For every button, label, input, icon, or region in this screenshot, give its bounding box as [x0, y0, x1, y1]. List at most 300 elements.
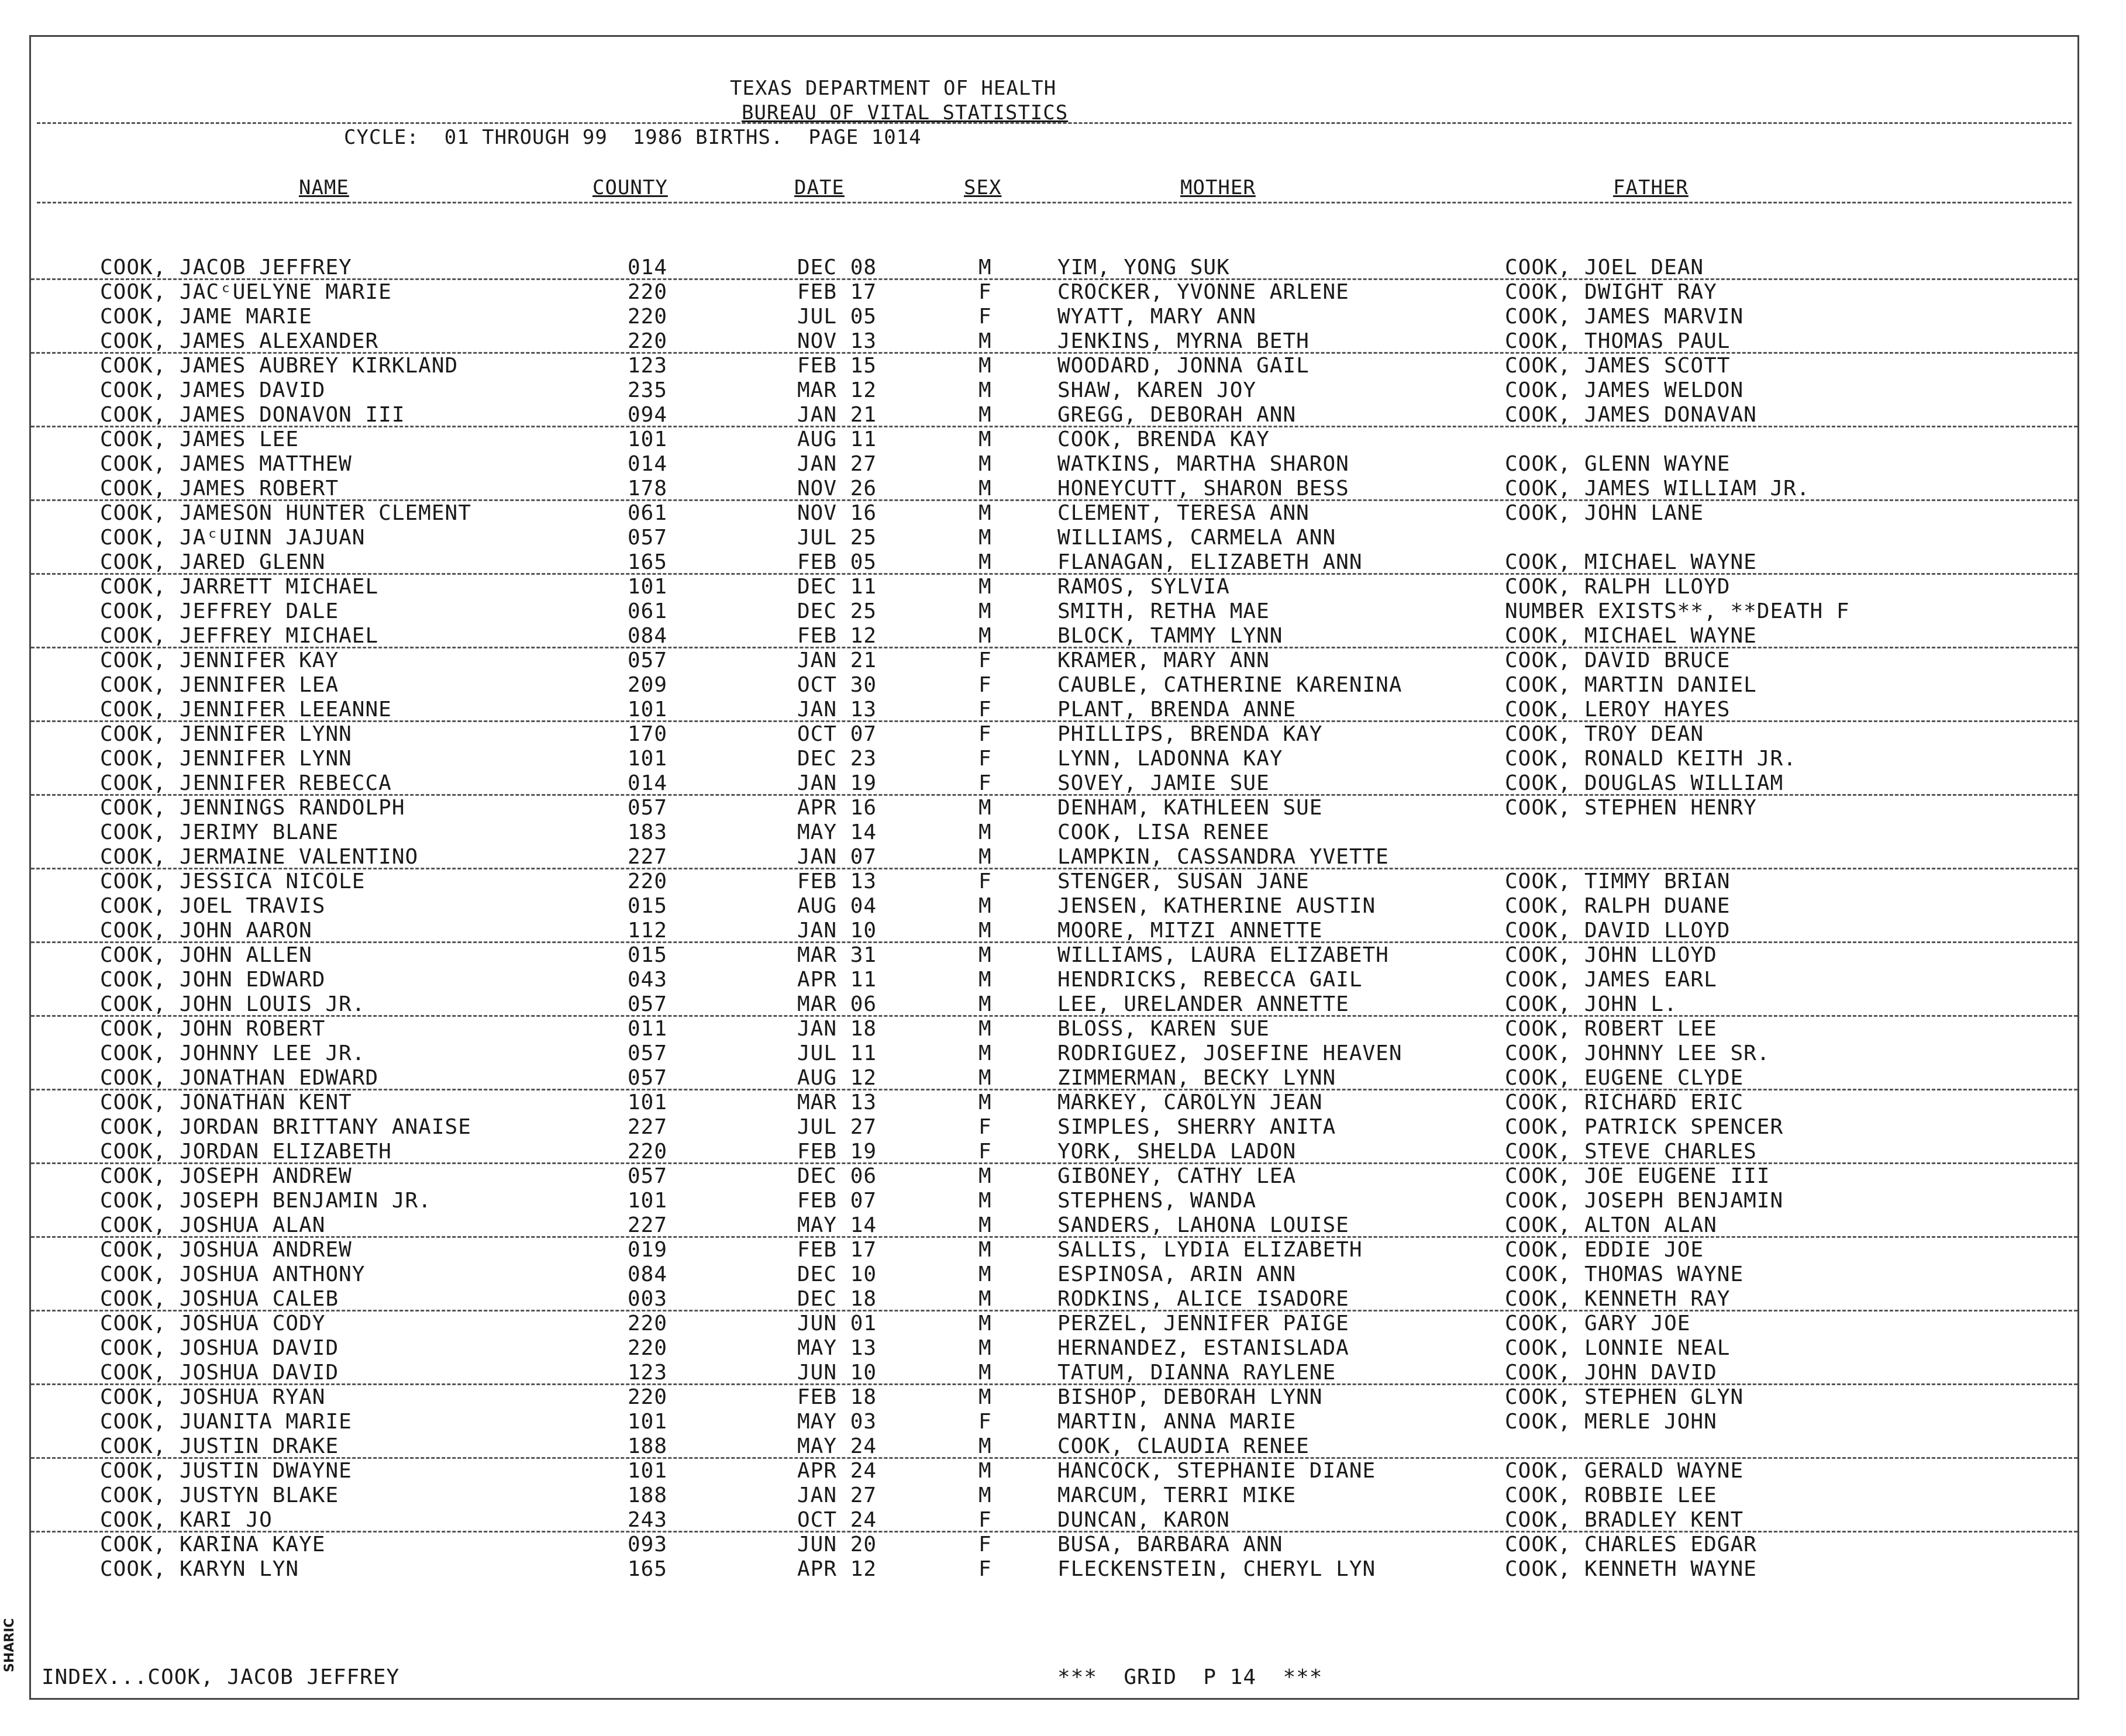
- cell-sex: M: [978, 1238, 992, 1262]
- cell-mother: BISHOP, DEBORAH LYNN: [1057, 1385, 1323, 1409]
- cell-name: COOK, JOEL TRAVIS: [100, 894, 326, 918]
- cell-date: DEC 08: [797, 256, 877, 279]
- cell-father: COOK, JOSEPH BENJAMIN: [1505, 1189, 1784, 1213]
- cell-father: COOK, KENNETH RAY: [1505, 1287, 1731, 1311]
- cell-name: COOK, JORDAN BRITTANY ANAISE: [100, 1115, 471, 1139]
- cell-father: COOK, JOEL DEAN: [1505, 256, 1704, 279]
- cell-name: COOK, JENNIFER LEA: [100, 673, 339, 697]
- cell-mother: PHILLIPS, BRENDA KAY: [1057, 722, 1323, 746]
- cell-name: COOK, JEFFREY DALE: [100, 599, 339, 623]
- cell-date: DEC 11: [797, 575, 877, 599]
- cell-county: 227: [628, 845, 668, 869]
- cell-father: COOK, MICHAEL WAYNE: [1505, 550, 1757, 574]
- cell-county: 220: [628, 329, 668, 353]
- cell-sex: M: [978, 1483, 992, 1507]
- cell-sex: F: [978, 1410, 992, 1434]
- cell-county: 057: [628, 1066, 668, 1090]
- cell-sex: F: [978, 1115, 992, 1139]
- table-row: [31, 1164, 2077, 1189]
- cell-name: COOK, JOSHUA DAVID: [100, 1336, 339, 1360]
- table-row: [31, 1115, 2077, 1140]
- table-row: [31, 1066, 2077, 1090]
- cell-sex: F: [978, 673, 992, 697]
- cell-mother: BLOCK, TAMMY LYNN: [1057, 624, 1283, 648]
- cell-mother: MOORE, MITZI ANNETTE: [1057, 919, 1323, 943]
- cell-county: 094: [628, 403, 668, 427]
- cell-father: NUMBER EXISTS**, **DEATH F: [1505, 599, 1850, 623]
- cell-county: 220: [628, 280, 668, 304]
- cell-date: JUL 05: [797, 305, 877, 329]
- cell-mother: ZIMMERMAN, BECKY LYNN: [1057, 1066, 1336, 1090]
- table-row: [31, 1533, 2077, 1557]
- cell-name: COOK, JACᶜUELYNE MARIE: [100, 280, 392, 304]
- cell-county: 220: [628, 869, 668, 893]
- table-row: [31, 1361, 2077, 1385]
- table-row: [31, 968, 2077, 992]
- cell-county: 165: [628, 550, 668, 574]
- cell-sex: M: [978, 1434, 992, 1458]
- table-row: [31, 1090, 2077, 1115]
- cell-county: 188: [628, 1483, 668, 1507]
- cell-father: COOK, TIMMY BRIAN: [1505, 869, 1731, 893]
- cell-sex: M: [978, 1312, 992, 1335]
- cell-name: COOK, JENNIFER REBECCA: [100, 771, 392, 795]
- footer-grid-label: *** GRID P 14 ***: [1057, 1665, 1323, 1689]
- cell-date: OCT 30: [797, 673, 877, 697]
- table-row: [31, 403, 2077, 427]
- cell-mother: BUSA, BARBARA ANN: [1057, 1533, 1283, 1556]
- table-row: [31, 1189, 2077, 1213]
- cell-sex: F: [978, 722, 992, 746]
- cell-sex: M: [978, 575, 992, 599]
- cell-sex: M: [978, 452, 992, 476]
- table-row: [31, 1213, 2077, 1238]
- cell-mother: HERNANDEZ, ESTANISLADA: [1057, 1336, 1349, 1360]
- cell-county: 043: [628, 968, 668, 992]
- cell-county: 220: [628, 1385, 668, 1409]
- cell-date: DEC 25: [797, 599, 877, 623]
- cell-date: JAN 21: [797, 648, 877, 672]
- cell-father: COOK, ROBBIE LEE: [1505, 1483, 1717, 1507]
- cell-mother: SHAW, KAREN JOY: [1057, 378, 1257, 402]
- table-row: [31, 747, 2077, 771]
- cell-name: COOK, JENNIFER KAY: [100, 648, 339, 672]
- cell-father: COOK, THOMAS WAYNE: [1505, 1262, 1744, 1286]
- cell-father: COOK, KENNETH WAYNE: [1505, 1557, 1757, 1581]
- table-row: [31, 575, 2077, 599]
- cell-county: 057: [628, 796, 668, 820]
- cell-date: FEB 18: [797, 1385, 877, 1409]
- table-row: [31, 477, 2077, 501]
- cell-county: 057: [628, 526, 668, 550]
- cell-date: JAN 21: [797, 403, 877, 427]
- cell-date: MAR 13: [797, 1090, 877, 1114]
- cell-father: COOK, PATRICK SPENCER: [1505, 1115, 1784, 1139]
- cell-date: DEC 18: [797, 1287, 877, 1311]
- cell-sex: M: [978, 378, 992, 402]
- table-row: [31, 1312, 2077, 1336]
- cell-mother: PERZEL, JENNIFER PAIGE: [1057, 1312, 1349, 1335]
- cell-date: MAR 31: [797, 943, 877, 967]
- cell-name: COOK, JUSTIN DRAKE: [100, 1434, 339, 1458]
- cell-county: 112: [628, 919, 668, 943]
- cell-mother: GIBONEY, CATHY LEA: [1057, 1164, 1297, 1188]
- cell-date: JAN 10: [797, 919, 877, 943]
- cell-name: COOK, JOSHUA CODY: [100, 1312, 326, 1335]
- cell-sex: F: [978, 1557, 992, 1581]
- cell-date: FEB 19: [797, 1140, 877, 1164]
- table-row: [31, 1483, 2077, 1508]
- cell-father: COOK, JOHNNY LEE SR.: [1505, 1041, 1770, 1065]
- cell-date: JUN 10: [797, 1361, 877, 1385]
- cell-father: COOK, CHARLES EDGAR: [1505, 1533, 1757, 1556]
- cell-mother: RODRIGUEZ, JOSEFINE HEAVEN: [1057, 1041, 1403, 1065]
- table-row: [31, 820, 2077, 845]
- cell-county: 220: [628, 1312, 668, 1335]
- cell-name: COOK, JOHN ALLEN: [100, 943, 312, 967]
- cell-father: COOK, RONALD KEITH JR.: [1505, 747, 1797, 771]
- footer-index: INDEX...COOK, JACOB JEFFREY: [42, 1665, 400, 1689]
- table-row: [31, 1336, 2077, 1361]
- table-row: [31, 1262, 2077, 1287]
- cell-sex: M: [978, 256, 992, 279]
- cell-sex: M: [978, 968, 992, 992]
- cell-date: JAN 19: [797, 771, 877, 795]
- cell-county: 188: [628, 1434, 668, 1458]
- cell-sex: M: [978, 599, 992, 623]
- cell-name: COOK, JAMES LEE: [100, 427, 299, 451]
- cell-county: 101: [628, 698, 668, 722]
- cell-name: COOK, KARYN LYN: [100, 1557, 299, 1581]
- cell-sex: M: [978, 1287, 992, 1311]
- cell-county: 220: [628, 1140, 668, 1164]
- cell-mother: COOK, BRENDA KAY: [1057, 427, 1270, 451]
- table-row: [31, 673, 2077, 698]
- cell-mother: CLEMENT, TERESA ANN: [1057, 501, 1310, 525]
- cell-sex: M: [978, 1164, 992, 1188]
- cell-date: FEB 05: [797, 550, 877, 574]
- cell-sex: F: [978, 305, 992, 329]
- cell-sex: M: [978, 845, 992, 869]
- cell-name: COOK, JENNIFER LYNN: [100, 722, 352, 746]
- cell-date: AUG 04: [797, 894, 877, 918]
- cell-father: COOK, JOHN LANE: [1505, 501, 1704, 525]
- cell-sex: M: [978, 427, 992, 451]
- cell-father: COOK, EUGENE CLYDE: [1505, 1066, 1744, 1090]
- cell-father: COOK, RALPH LLOYD: [1505, 575, 1731, 599]
- cell-county: 101: [628, 1459, 668, 1483]
- cell-county: 084: [628, 624, 668, 648]
- cell-name: COOK, JARED GLENN: [100, 550, 326, 574]
- table-row: [31, 1238, 2077, 1262]
- cell-mother: LYNN, LADONNA KAY: [1057, 747, 1283, 771]
- cell-county: 220: [628, 1336, 668, 1360]
- document-page: [29, 35, 2079, 1700]
- cell-name: COOK, JESSICA NICOLE: [100, 869, 366, 893]
- cell-father: COOK, MARTIN DANIEL: [1505, 673, 1757, 697]
- cell-sex: M: [978, 943, 992, 967]
- cell-date: NOV 26: [797, 477, 877, 501]
- cell-county: 183: [628, 820, 668, 844]
- cell-mother: STENGER, SUSAN JANE: [1057, 869, 1310, 893]
- cell-sex: M: [978, 1066, 992, 1090]
- cell-name: COOK, JEFFREY MICHAEL: [100, 624, 379, 648]
- cell-sex: M: [978, 329, 992, 353]
- cell-sex: M: [978, 796, 992, 820]
- table-row: [31, 1041, 2077, 1066]
- cell-county: 227: [628, 1213, 668, 1237]
- cell-sex: M: [978, 894, 992, 918]
- table-row: [31, 354, 2077, 378]
- cell-name: COOK, JERMAINE VALENTINO: [100, 845, 419, 869]
- cell-mother: COOK, LISA RENEE: [1057, 820, 1270, 844]
- cell-father: COOK, ROBERT LEE: [1505, 1017, 1717, 1041]
- cell-father: COOK, DAVID LLOYD: [1505, 919, 1731, 943]
- cell-sex: M: [978, 1189, 992, 1213]
- cell-sex: M: [978, 1361, 992, 1385]
- table-row: [31, 624, 2077, 648]
- cell-county: 178: [628, 477, 668, 501]
- cycle-line: CYCLE: 01 THROUGH 99 1986 BIRTHS. PAGE 1014: [344, 126, 922, 149]
- cell-name: COOK, JOHN LOUIS JR.: [100, 992, 366, 1016]
- cell-county: 014: [628, 771, 668, 795]
- column-header-mother: MOTHER: [1180, 176, 1256, 199]
- cell-father: COOK, MICHAEL WAYNE: [1505, 624, 1757, 648]
- cell-sex: M: [978, 501, 992, 525]
- cell-date: DEC 06: [797, 1164, 877, 1188]
- cell-sex: F: [978, 869, 992, 893]
- cell-name: COOK, JORDAN ELIZABETH: [100, 1140, 392, 1164]
- cell-father: COOK, BRADLEY KENT: [1505, 1508, 1744, 1532]
- cell-sex: F: [978, 747, 992, 771]
- cell-father: COOK, LONNIE NEAL: [1505, 1336, 1731, 1360]
- cell-name: COOK, JOSEPH BENJAMIN JR.: [100, 1189, 432, 1213]
- cell-date: JAN 13: [797, 698, 877, 722]
- cell-mother: LEE, URELANDER ANNETTE: [1057, 992, 1349, 1016]
- cell-name: COOK, JAMES ROBERT: [100, 477, 339, 501]
- cell-date: JUN 20: [797, 1533, 877, 1556]
- table-row: [31, 378, 2077, 403]
- table-row: [31, 1508, 2077, 1533]
- table-row: [31, 845, 2077, 869]
- cell-name: COOK, KARINA KAYE: [100, 1533, 326, 1556]
- cell-date: JAN 27: [797, 452, 877, 476]
- cell-date: AUG 12: [797, 1066, 877, 1090]
- cell-mother: SALLIS, LYDIA ELIZABETH: [1057, 1238, 1363, 1262]
- cell-county: 014: [628, 256, 668, 279]
- cell-mother: LAMPKIN, CASSANDRA YVETTE: [1057, 845, 1389, 869]
- cell-date: APR 12: [797, 1557, 877, 1581]
- cell-father: COOK, JAMES SCOTT: [1505, 354, 1731, 378]
- cell-date: APR 24: [797, 1459, 877, 1483]
- cell-date: MAR 12: [797, 378, 877, 402]
- cell-date: FEB 12: [797, 624, 877, 648]
- cell-date: JUL 27: [797, 1115, 877, 1139]
- cell-mother: SMITH, RETHA MAE: [1057, 599, 1270, 623]
- cell-county: 093: [628, 1533, 668, 1556]
- cell-county: 235: [628, 378, 668, 402]
- cell-mother: MARKEY, CAROLYN JEAN: [1057, 1090, 1323, 1114]
- cell-father: COOK, STEPHEN HENRY: [1505, 796, 1757, 820]
- cell-sex: M: [978, 354, 992, 378]
- cell-name: COOK, JOSHUA DAVID: [100, 1361, 339, 1385]
- cell-name: COOK, JOSHUA CALEB: [100, 1287, 339, 1311]
- cell-name: COOK, JENNIFER LEEANNE: [100, 698, 392, 722]
- cell-date: JAN 07: [797, 845, 877, 869]
- bureau-title: BUREAU OF VITAL STATISTICS: [742, 101, 1069, 125]
- cell-name: COOK, JOSHUA ANTHONY: [100, 1262, 366, 1286]
- cell-father: COOK, JOE EUGENE III: [1505, 1164, 1770, 1188]
- cell-sex: M: [978, 624, 992, 648]
- cell-county: 123: [628, 354, 668, 378]
- table-row: [31, 256, 2077, 280]
- table-row: [31, 1140, 2077, 1164]
- cell-mother: WOODARD, JONNA GAIL: [1057, 354, 1310, 378]
- cell-name: COOK, JENNINGS RANDOLPH: [100, 796, 405, 820]
- cell-father: COOK, JOHN LLOYD: [1505, 943, 1717, 967]
- cell-mother: DENHAM, KATHLEEN SUE: [1057, 796, 1323, 820]
- cell-sex: F: [978, 771, 992, 795]
- cell-county: 057: [628, 992, 668, 1016]
- cell-sex: M: [978, 1213, 992, 1237]
- cell-date: JAN 18: [797, 1017, 877, 1041]
- cell-mother: SOVEY, JAMIE SUE: [1057, 771, 1270, 795]
- cell-father: COOK, JAMES EARL: [1505, 968, 1717, 992]
- cell-county: 057: [628, 1041, 668, 1065]
- cell-father: COOK, GERALD WAYNE: [1505, 1459, 1744, 1483]
- table-row: [31, 280, 2077, 305]
- cell-county: 220: [628, 305, 668, 329]
- cell-date: JUN 01: [797, 1312, 877, 1335]
- cell-county: 019: [628, 1238, 668, 1262]
- cell-name: COOK, JOSHUA ANDREW: [100, 1238, 352, 1262]
- cell-sex: M: [978, 550, 992, 574]
- cell-county: 061: [628, 599, 668, 623]
- cell-name: COOK, JOHN AARON: [100, 919, 312, 943]
- cell-date: JAN 27: [797, 1483, 877, 1507]
- cell-county: 014: [628, 452, 668, 476]
- table-row: [31, 869, 2077, 894]
- cell-county: 003: [628, 1287, 668, 1311]
- cell-date: MAY 14: [797, 1213, 877, 1237]
- cell-sex: M: [978, 919, 992, 943]
- cell-date: MAY 13: [797, 1336, 877, 1360]
- cell-date: DEC 23: [797, 747, 877, 771]
- table-row: [31, 771, 2077, 796]
- cell-mother: KRAMER, MARY ANN: [1057, 648, 1270, 672]
- column-header-name: NAME: [299, 176, 349, 199]
- cell-mother: HONEYCUTT, SHARON BESS: [1057, 477, 1349, 501]
- cell-mother: HANCOCK, STEPHANIE DIANE: [1057, 1459, 1376, 1483]
- header-divider: [37, 122, 2072, 124]
- table-row: [31, 550, 2077, 575]
- cell-sex: M: [978, 1262, 992, 1286]
- cell-date: OCT 07: [797, 722, 877, 746]
- cell-county: 057: [628, 648, 668, 672]
- cell-county: 011: [628, 1017, 668, 1041]
- cell-mother: FLECKENSTEIN, CHERYL LYN: [1057, 1557, 1376, 1581]
- cell-name: COOK, JAᶜUINN JAJUAN: [100, 526, 366, 550]
- table-row: [31, 919, 2077, 943]
- cell-sex: F: [978, 1533, 992, 1556]
- cell-county: 101: [628, 1189, 668, 1213]
- table-row: [31, 501, 2077, 526]
- table-row: [31, 1434, 2077, 1459]
- cell-name: COOK, JAMES MATTHEW: [100, 452, 352, 476]
- cell-name: COOK, JERIMY BLANE: [100, 820, 339, 844]
- cell-mother: DUNCAN, KARON: [1057, 1508, 1230, 1532]
- cell-mother: BLOSS, KAREN SUE: [1057, 1017, 1270, 1041]
- cell-date: FEB 15: [797, 354, 877, 378]
- cell-county: 015: [628, 894, 668, 918]
- table-row: [31, 1385, 2077, 1410]
- cell-county: 101: [628, 1090, 668, 1114]
- cell-father: COOK, TROY DEAN: [1505, 722, 1704, 746]
- cell-father: COOK, JAMES MARVIN: [1505, 305, 1744, 329]
- cell-county: 227: [628, 1115, 668, 1139]
- cell-mother: MARTIN, ANNA MARIE: [1057, 1410, 1297, 1434]
- cell-date: APR 11: [797, 968, 877, 992]
- cell-date: MAY 03: [797, 1410, 877, 1434]
- table-row: [31, 648, 2077, 673]
- column-header-father: FATHER: [1613, 176, 1689, 199]
- cell-name: COOK, JOHN EDWARD: [100, 968, 326, 992]
- cell-county: 084: [628, 1262, 668, 1286]
- cell-mother: RODKINS, ALICE ISADORE: [1057, 1287, 1349, 1311]
- table-row: [31, 1017, 2077, 1041]
- cell-mother: SIMPLES, SHERRY ANITA: [1057, 1115, 1336, 1139]
- cell-father: COOK, DOUGLAS WILLIAM: [1505, 771, 1784, 795]
- cell-father: COOK, STEVE CHARLES: [1505, 1140, 1757, 1164]
- table-row: [31, 1287, 2077, 1312]
- cell-father: COOK, DWIGHT RAY: [1505, 280, 1717, 304]
- cell-sex: M: [978, 1041, 992, 1065]
- cell-father: COOK, DAVID BRUCE: [1505, 648, 1731, 672]
- cell-mother: CROCKER, YVONNE ARLENE: [1057, 280, 1349, 304]
- table-row: [31, 305, 2077, 329]
- table-row: [31, 329, 2077, 354]
- cell-date: OCT 24: [797, 1508, 877, 1532]
- cell-date: JUL 25: [797, 526, 877, 550]
- cell-mother: FLANAGAN, ELIZABETH ANN: [1057, 550, 1363, 574]
- cell-date: FEB 13: [797, 869, 877, 893]
- cell-father: COOK, JAMES DONAVAN: [1505, 403, 1757, 427]
- cell-county: 123: [628, 1361, 668, 1385]
- table-row: [31, 1410, 2077, 1434]
- cell-date: FEB 17: [797, 1238, 877, 1262]
- cell-father: COOK, THOMAS PAUL: [1505, 329, 1731, 353]
- cell-name: COOK, JOSHUA RYAN: [100, 1385, 326, 1409]
- cell-name: COOK, JOHN ROBERT: [100, 1017, 326, 1041]
- cell-mother: JENKINS, MYRNA BETH: [1057, 329, 1310, 353]
- cell-mother: COOK, CLAUDIA RENEE: [1057, 1434, 1310, 1458]
- cell-sex: F: [978, 280, 992, 304]
- cell-date: DEC 10: [797, 1262, 877, 1286]
- cell-name: COOK, JAME MARIE: [100, 305, 312, 329]
- column-header-date: DATE: [794, 176, 845, 199]
- cell-name: COOK, JAMES DAVID: [100, 378, 326, 402]
- cell-date: NOV 13: [797, 329, 877, 353]
- cell-name: COOK, JUSTYN BLAKE: [100, 1483, 339, 1507]
- cell-name: COOK, JONATHAN EDWARD: [100, 1066, 379, 1090]
- cell-date: JUL 11: [797, 1041, 877, 1065]
- cell-mother: WATKINS, MARTHA SHARON: [1057, 452, 1349, 476]
- cell-mother: YIM, YONG SUK: [1057, 256, 1230, 279]
- cell-mother: HENDRICKS, REBECCA GAIL: [1057, 968, 1363, 992]
- table-row: [31, 992, 2077, 1017]
- cell-father: COOK, ALTON ALAN: [1505, 1213, 1717, 1237]
- cell-father: COOK, GARY JOE: [1505, 1312, 1691, 1335]
